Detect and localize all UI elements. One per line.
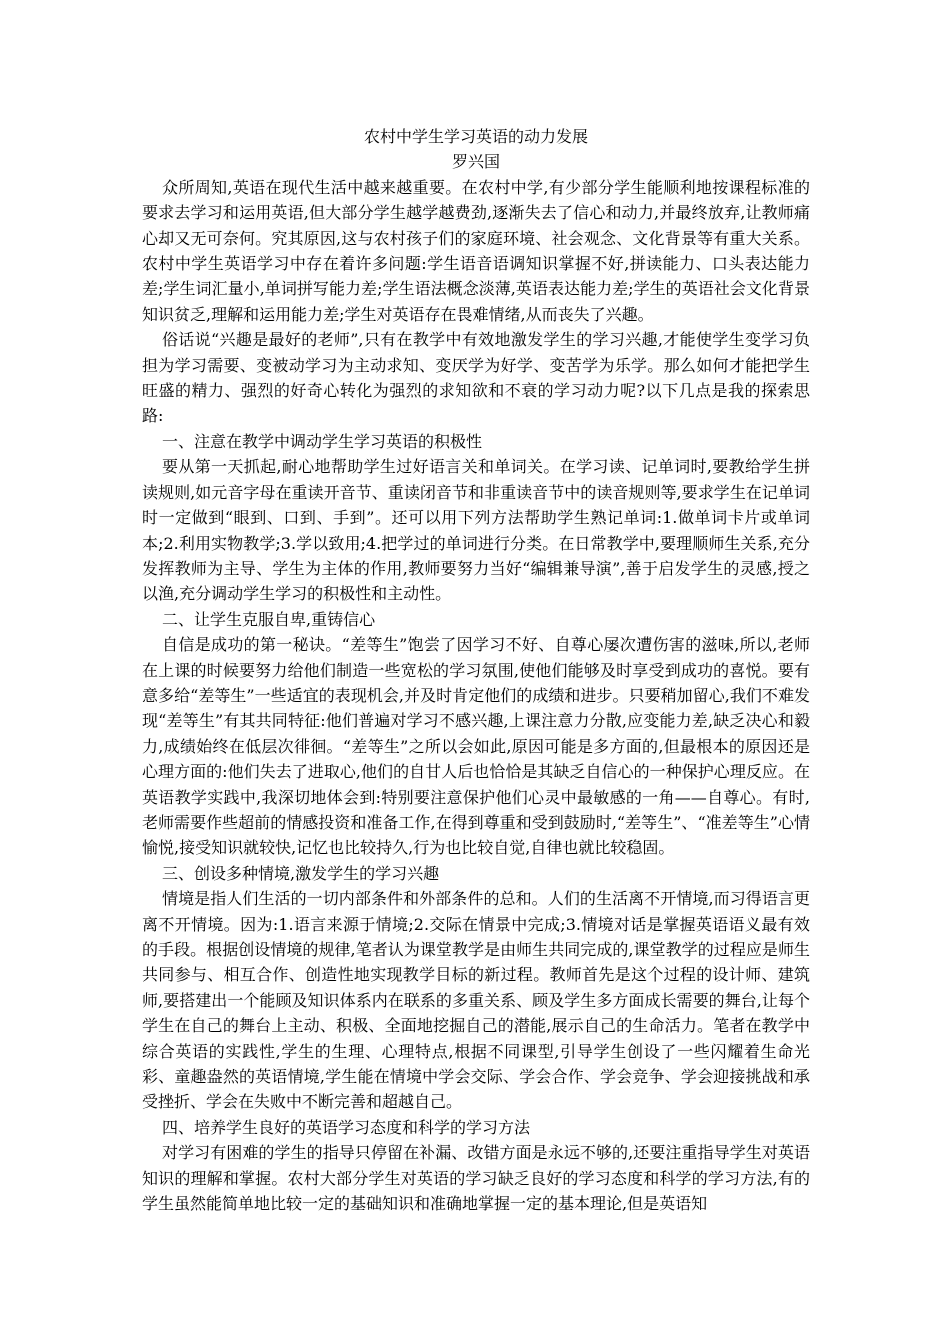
section-heading: 三、创设多种情境,激发学生的学习兴趣 — [162, 863, 440, 883]
paragraph: 俗话说“兴趣是最好的老师”,只有在教学中有效地激发学生的学习兴趣,才能使学生变学习负担为学习需要、变被动学习为主动求知、变厌学为好学、变苦学为乐学。那么如何才能把学生旺盛的精力、强烈的好奇心转化为强烈的求知欲和不衰的学习动力呢?以下几点是我的探索思路: — [142, 330, 810, 426]
paragraph: 对学习有困难的学生的指导只停留在补漏、改错方面是永远不够的,还要注重指导学生对英语知识的理解和掌握。农村大部分学生对英语的学习缺乏良好的学习态度和科学的学习方法,有的学生虽然能简单地比较一定的基础知识和准确地掌握一定的基本理论,但是英语知 — [142, 1143, 810, 1214]
document-page — [142, 124, 810, 1216]
paragraph: 众所周知,英语在现代生活中越来越重要。在农村中学,有少部分学生能顺利地按课程标准的要求去学习和运用英语,但大部分学生越学越费劲,逐渐失去了信心和动力,并最终放弃,让教师痛心却又无可奈何。究其原因,这与农村孩子们的家庭环境、社会观念、文化背景等有重大关系。农村中学生英语学习中存在着许多问题:学生语音语调知识掌握不好,拼读能力、口头表达能力差;学生词汇量小,单词拼写能力差;学生语法概念淡薄,英语表达能力差;学生的英语社会文化背景知识贫乏,理解和运用能力差;学生对英语存在畏难情绪,从而丧失了兴趣。 — [142, 177, 810, 324]
document-author: 罗兴国 — [451, 152, 500, 172]
paragraph: 情境是指人们生活的一切内部条件和外部条件的总和。人们的生活离不开情境,而习得语言更离不开情境。因为:1.语言来源于情境;2.交际在情景中完成;3.情境对话是掌握英语语义最有效的手段。根据创设情境的规律,笔者认为课堂教学是由师生共同完成的,课堂教学的过程应是师生共同参与、相互合作、创造性地实现教学目标的新过程。教师首先是这个过程的设计师、建筑师,要搭建出一个能顾及知识体系内在联系的多重关系、顾及学生多方面成长需要的舞台,让每个学生在自己的舞台上主动、积极、全面地挖掘自己的潜能,展示自己的生命活力。笔者在教学中综合英语的实践性,学生的生理、心理特点,根据不同课型,引导学生创设了一些闪耀着生命光彩、童趣盎然的英语情境,学生能在情境中学会交际、学会合作、学会竞争、学会迎接挑战和承受挫折、学会在失败中不断完善和超越自己。 — [142, 889, 810, 1112]
paragraph: 自信是成功的第一秘诀。“差等生”饱尝了因学习不好、自尊心屡次遭伤害的滋味,所以,老师在上课的时候要努力给他们制造一些宽松的学习氛围,使他们能够及时享受到成功的喜悦。要有意多给“差等生”一些适宜的表现机会,并及时肯定他们的成绩和进步。只要稍加留心,我们不难发现“差等生”有其共同特征:他们普遍对学习不感兴趣,上课注意力分散,应变能力差,缺乏决心和毅力,成绩始终在低层次徘徊。“差等生”之所以会如此,原因可能是多方面的,但最根本的原因还是心理方面的:他们失去了进取心,他们的自甘人后也恰恰是其缺乏自信心的一种保护心理反应。在英语教学实践中,我深切地体会到:特别要注意保护他们心灵中最敏感的一角——自尊心。有时,老师需要作些超前的情感投资和准备工作,在得到尊重和受到鼓励时,“差等生”、“准差等生”心情愉悦,接受知识就较快,记忆也比较持久,行为也比较自觉,自律也就比较稳固。 — [142, 635, 810, 858]
paragraph: 要从第一天抓起,耐心地帮助学生过好语言关和单词关。在学习读、记单词时,要教给学生拼读规则,如元音字母在重读开音节、重读闭音节和非重读音节中的读音规则等,要求学生在记单词时一定做到“眼到、口到、手到”。还可以用下列方法帮助学生熟记单词:1.做单词卡片或单词本;2.利用实物教学;3.学以致用;4.把学过的单词进行分类。在日常教学中,要理顺师生关系,充分发挥教师为主导、学生为主体的作用,教师要努力当好“编辑兼导演”,善于启发学生的灵感,授之以渔,充分调动学生学习的积极性和主动性。 — [142, 457, 810, 604]
section-heading: 二、让学生克服自卑,重铸信心 — [162, 609, 376, 629]
section-heading: 一、注意在教学中调动学生学习英语的积极性 — [162, 431, 483, 451]
section-heading: 四、培养学生良好的英语学习态度和科学的学习方法 — [162, 1117, 531, 1137]
document-title: 农村中学生学习英语的动力发展 — [363, 127, 588, 146]
